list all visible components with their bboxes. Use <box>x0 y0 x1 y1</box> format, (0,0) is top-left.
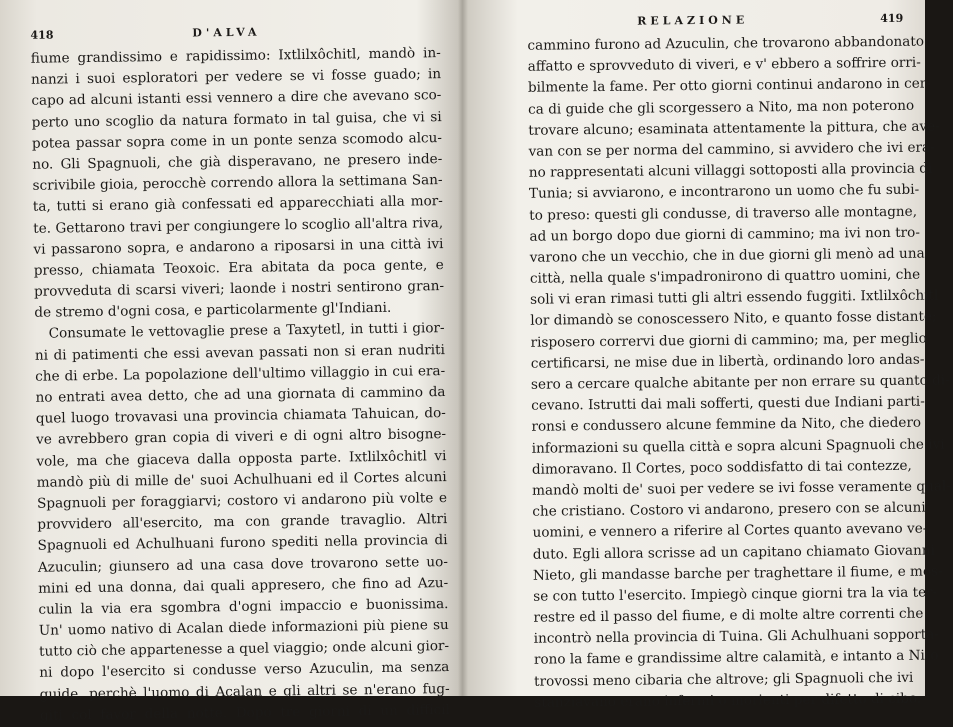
text-line: provvidero all'esercito, ma con grande travaglio. Altri <box>37 511 448 533</box>
text-line: Tunia; si avviarono, e incontrarono un uomo che fu subi- <box>528 181 920 203</box>
text-line: varono che un vecchio, che in due giorni gli menò ad una <box>529 245 925 266</box>
text-line: uomini, e vennero a riferire al Cortes quanto avevano ve- <box>532 520 928 542</box>
text-line: restre ed il passo del fiume, e di molte altre correnti che <box>533 605 924 626</box>
text-line: capo ad alcuni istanti essi vennero a dire che avevano sco- <box>31 87 442 110</box>
text-line: cammino furono ad Azuculin, che trovarono abbandonato <box>527 33 925 54</box>
text-line: che di erbe. La popolazione dell'ultimo villaggio in cui era- <box>35 362 446 385</box>
left-page-number: 418 <box>30 28 54 42</box>
text-line: ni di patimenti che essi avevan passati non si eran nudriti <box>34 341 446 364</box>
right-page-number: 419 <box>880 11 904 26</box>
text-line: cevano. Istrutti dai mali sofferti, questi due Indiani parti- <box>531 393 925 414</box>
text-line: no. Gli Spagnuoli, che già disperavano, ne presero inde- <box>32 151 443 173</box>
text-line: stanziavano erano infermi o morienti per difetto di cibo. <box>534 690 922 711</box>
text-line: culin la via era sgombra d'ogni impaccio e buonissima. <box>38 595 449 618</box>
right-running-title: RELAZIONE <box>637 13 749 28</box>
text-line: sero a cercare qualche abitante per non errare su quanto di- <box>530 372 950 393</box>
text-line: trovare alcuno; esaminata attentamente la pittura, che ave- <box>528 118 940 139</box>
text-line: provveduta di scarsi viveri; laonde i nostri sentirono gran- <box>33 278 445 300</box>
text-line: nanzi i suoi esploratori per vedere se vi fosse guado; in <box>30 66 442 88</box>
text-line: soli vi eran rimasi tutti gli altri essendo fuggiti. Ixtlilxôchitl <box>530 287 939 308</box>
text-line: mandò molti de' suoi per vedere se ivi fosse veramente qual- <box>532 478 951 499</box>
text-line: presso, chiamata Teoxoic. Era abitata da poca gente, e <box>33 256 444 279</box>
text-line: Nieto, gli mandasse barche per traghettare il fiume, e mos- <box>532 563 943 584</box>
text-line: Azuculin; giunsero ad una casa dove trovarono sette uo- <box>37 553 448 576</box>
right-running-head <box>527 12 903 32</box>
text-line: vi passarono sopra, e andarono a riposarsi in una città ivi <box>33 235 444 258</box>
text-line: duto. Egli allora scrisse ad un capitano chiamato Giovanni <box>532 542 936 563</box>
left-body-text <box>31 43 450 727</box>
left-running-head <box>30 23 440 45</box>
text-line: quel luogo trovavasi una provincia chiamata Tahuican, do- <box>35 405 446 427</box>
text-line: no entrati avea detto, che ad una giornata di cammino da <box>35 384 446 406</box>
text-line: incontrò nella provincia di Tuina. Gli Achulhuani sopporta- <box>533 626 939 647</box>
text-line: ronsi e condussero alcune femmine da Nito, che diedero <box>531 415 922 436</box>
text-line: informazioni su quella città e sopra alcuni Spagnuoli che ivi <box>531 435 945 457</box>
text-line: ni dopo l'esercito si condusse verso Azuculin, ma senza <box>39 659 450 682</box>
text-line: guide, perchè l'uomo di Acalan e gli altri se n'erano fug- <box>39 680 450 703</box>
text-line: scrivibile gioia, perocchè correndo allora la settimana San- <box>32 172 443 194</box>
text-line: te. Gettarono travi per congiungere lo scoglio all'altra riva, <box>33 214 444 237</box>
text-line: lor dimandò se conoscessero Nito, e quanto fosse distante; <box>530 308 937 330</box>
text-line: tutto ciò che appartenesse a quel viaggio; onde alcuni gior- <box>38 638 450 660</box>
text-line: fiume grandissimo e rapidissimo: Ixtlilxôchitl, mandò in- <box>30 45 441 67</box>
text-line: Spagnuoli per foraggiarvi; costoro vi andarono più volte e <box>36 489 448 512</box>
text-line: vole, ma che giaceva dalla opposta parte. Ixtlilxôchitl vi <box>36 447 447 470</box>
text-line: ad un borgo dopo due giorni di cammino; ma ivi non tro- <box>529 224 920 245</box>
text-line: se con tutto l'esercito. Impiegò cinque giorni tra la via ter- <box>533 584 938 605</box>
left-page <box>0 0 472 724</box>
text-line: mandò più di mille de' suoi Achulhuani ed il Cortes alcuni <box>36 468 447 491</box>
text-line: de stremo d'ogni cosa, e particolarmente gl'Indiani. <box>34 300 392 322</box>
text-line: che cristiano. Costoro vi andarono, presero con se alcuni <box>532 499 926 520</box>
right-body-text <box>527 32 951 714</box>
right-page <box>463 0 951 711</box>
text-line: ca di guide che gli scorgessero a Nito, ma non poterono <box>528 97 915 118</box>
left-running-title: D'ALVA <box>192 25 261 40</box>
text-line: potea passar sopra come in un ponte senza scomodo alcu- <box>31 129 443 152</box>
text-line: giti col favor della notte. Dopo tre giorni di un difficil <box>39 701 451 724</box>
text-line: rono la fame e grandissime altre calamità, e intanto a Nito <box>533 647 939 669</box>
text-line: ta, tutti si erano già confessati ed apparecchiati alla mor- <box>32 193 443 216</box>
text-line: ve avrebbero gran copia di viveri e di ogni altro bisogne- <box>36 426 447 449</box>
text-line: mini ed una donna, dai quali appresero, che fino ad Azu- <box>38 574 449 597</box>
text-line: no rappresentati alcuni villaggi sottoposti alla provincia di <box>528 160 933 181</box>
text-line: affatto e sprovveduto di viveri, e v' ebbero a soffrire orri- <box>527 54 921 75</box>
text-line: to preso: questi gli condusse, di traverso alle montagne, <box>529 203 918 224</box>
text-line: Un' uomo nativo di Acalan diede informazioni più piene su <box>38 617 449 639</box>
text-line: certificarsi, ne mise due in libertà, ordinando loro andas- <box>530 351 925 372</box>
text-line: trovossi meno cibaria che altrove; gli Spagnuoli che ivi <box>534 669 914 690</box>
text-line: perto uno scoglio da natura formato in tal guisa, che vi si <box>31 108 442 131</box>
text-line: città, nella quale s'impadronirono di quattro uomini, che <box>529 266 921 287</box>
text-line: Spagnuoli ed Achulhuani furono spediti nella provincia di <box>37 532 448 555</box>
text-line: bilmente la fame. Per otto giorni continui andarono in cer- <box>527 75 931 97</box>
text-line: Consumate le vettovaglie prese a Taxytetl, in tutti i gior- <box>48 320 445 343</box>
text-line: risposero corrervi due giorni di cammino; ma, per meglio <box>530 330 927 351</box>
text-line: dimoravano. Il Cortes, poco soddisfatto di tai contezze, <box>531 457 912 478</box>
text-line: van con se per norma del cammino, si avvidero che ivi era- <box>528 139 935 160</box>
